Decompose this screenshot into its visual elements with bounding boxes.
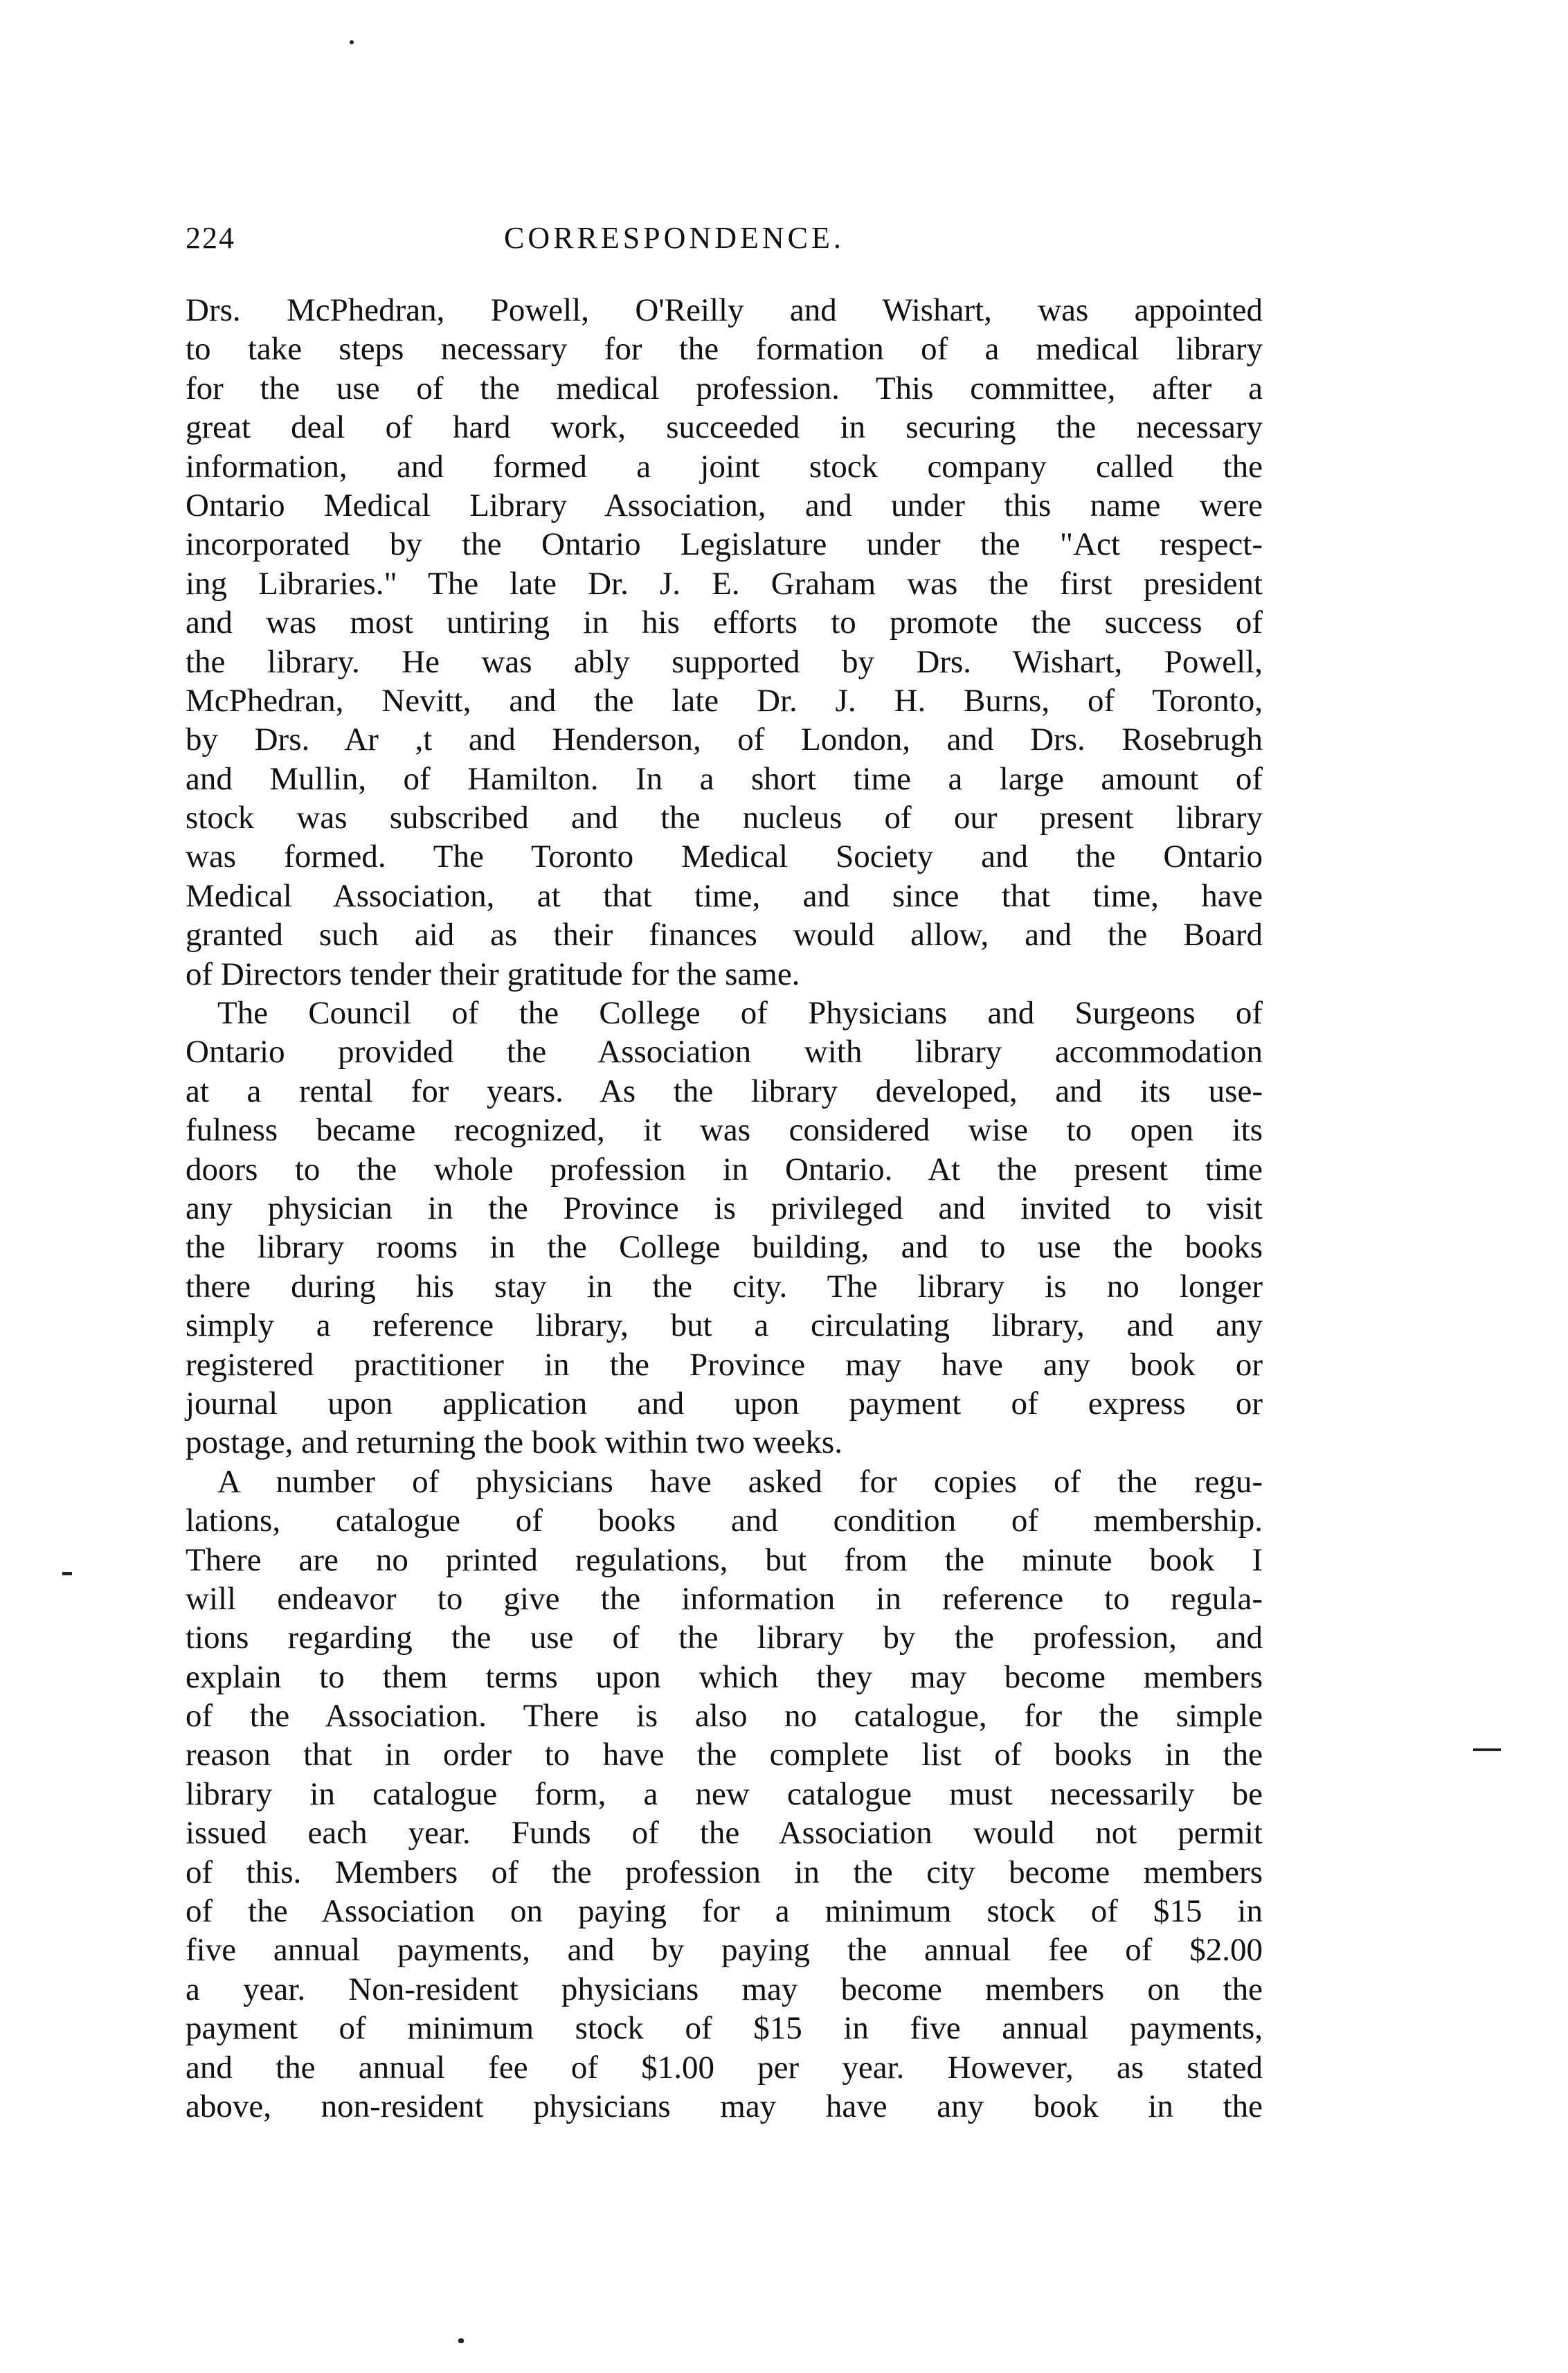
text-line: fulness became recognized, it was considered wise to open its — [186, 1112, 1263, 1149]
margin-mark — [62, 1572, 72, 1575]
text-line: and was most untiring in his efforts to promote the success of — [186, 605, 1263, 641]
speck-mark — [458, 2338, 464, 2343]
text-line: five annual payments, and by paying the annual fee of $2.00 — [186, 1932, 1263, 1969]
text-line: Ontario Medical Library Association, and under this name were — [186, 487, 1263, 523]
text-line: simply a reference library, but a circulating library, and any — [186, 1307, 1263, 1344]
text-line: at a rental for years. As the library developed, and its use- — [186, 1073, 1263, 1109]
page-number: 224 — [186, 221, 235, 255]
text-line: above, non-resident physicians may have any book in the — [186, 2088, 1263, 2124]
text-line: McPhedran, Nevitt, and the late Dr. J. H. Burns, of Toronto, — [186, 682, 1263, 719]
text-line: postage, and returning the book within two weeks. — [186, 1424, 842, 1461]
text-line: and Mullin, of Hamilton. In a short time a large amount of — [186, 760, 1263, 797]
text-line: information, and formed a joint stock company called the — [186, 448, 1263, 485]
text-line: There are no printed regulations, but from the minute book I — [186, 1541, 1263, 1578]
text-line: stock was subscribed and the nucleus of our present library — [186, 800, 1263, 836]
page-header — [186, 220, 1267, 262]
text-line: will endeavor to give the information in reference to regula- — [186, 1580, 1263, 1617]
text-line: registered practitioner in the Province may have any book or — [186, 1346, 1263, 1383]
text-line: for the use of the medical profession. This committee, after a — [186, 370, 1263, 406]
text-line: library in catalogue form, a new catalogue must necessarily be — [186, 1775, 1263, 1812]
text-line: of the Association on paying for a minimum stock of $15 in — [186, 1893, 1263, 1930]
text-line: the library rooms in the College building, and to use the books — [186, 1229, 1263, 1266]
text-line: and the annual fee of $1.00 per year. However, as stated — [186, 2049, 1263, 2086]
text-line: Ontario provided the Association with library accommodation — [186, 1034, 1263, 1071]
text-line: a year. Non-resident physicians may become members on the — [186, 1971, 1263, 2007]
text-line: Drs. McPhedran, Powell, O'Reilly and Wishart, was appointed — [186, 292, 1263, 328]
text-line: by Drs. Ar ,t and Henderson, of London, and Drs. Rosebrugh — [186, 722, 1263, 758]
margin-mark — [1473, 1748, 1501, 1751]
text-line: doors to the whole profession in Ontario. At the present time — [186, 1151, 1263, 1188]
text-line: of Directors tender their gratitude for the same. — [186, 956, 800, 992]
text-line: there during his stay in the city. The library is no longer — [186, 1268, 1263, 1305]
running-head: CORRESPONDENCE. — [504, 221, 845, 255]
text-line: of the Association. There is also no catalogue, for the simple — [186, 1698, 1263, 1735]
text-line: explain to them terms upon which they may become members — [186, 1658, 1263, 1695]
speck-mark — [350, 40, 354, 44]
text-line: great deal of hard work, succeeded in securing the necessary — [186, 409, 1263, 446]
text-line: of this. Members of the profession in the city become members — [186, 1854, 1263, 1890]
text-line: Medical Association, at that time, and since that time, have — [186, 877, 1263, 914]
text-line: reason that in order to have the complete list of books in the — [186, 1737, 1263, 1773]
text-line: ing Libraries." The late Dr. J. E. Graham was the first president — [186, 565, 1263, 602]
text-line: A number of physicians have asked for copies of the regu- — [217, 1463, 1263, 1500]
body-text — [186, 291, 1263, 2126]
text-line: granted such aid as their finances would allow, and the Board — [186, 917, 1263, 953]
text-line: The Council of the College of Physicians and Surgeons of — [217, 995, 1263, 1032]
text-line: incorporated by the Ontario Legislature under the "Act respect- — [186, 526, 1263, 563]
text-line: any physician in the Province is privileged and invited to visit — [186, 1190, 1263, 1226]
text-line: tions regarding the use of the library by the profession, and — [186, 1620, 1263, 1656]
text-line: payment of minimum stock of $15 in five annual payments, — [186, 2010, 1263, 2047]
text-line: was formed. The Toronto Medical Society and the Ontario — [186, 839, 1263, 875]
text-line: issued each year. Funds of the Association would not permit — [186, 1815, 1263, 1852]
text-line: lations, catalogue of books and condition of membership. — [186, 1503, 1263, 1539]
text-line: to take steps necessary for the formation of a medical library — [186, 331, 1263, 368]
text-line: the library. He was ably supported by Drs. Wishart, Powell, — [186, 643, 1263, 680]
text-line: journal upon application and upon payment of express or — [186, 1385, 1263, 1422]
